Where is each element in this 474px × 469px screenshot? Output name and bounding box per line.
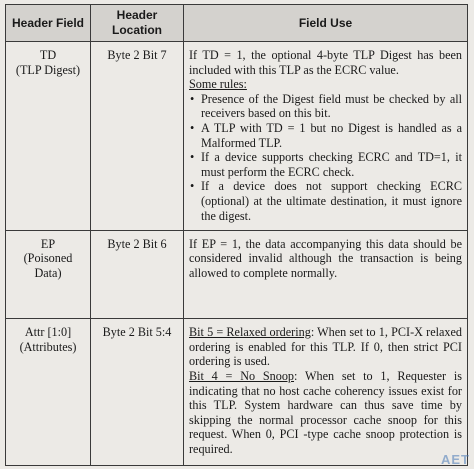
field-name-cell xyxy=(6,319,91,466)
rules-list xyxy=(189,92,462,223)
list-item: • If a device does not support checking ECRC (optional) at the ultimate destination, it must ignore the digest. xyxy=(201,179,462,223)
field-subname: (TLP Digest) xyxy=(15,62,81,77)
rules-label: Some rules: xyxy=(189,77,247,92)
list-item: • If a device supports checking ECRC and TD=1, it must perform the ECRC check. xyxy=(201,150,462,179)
col-header-field: Header Field xyxy=(6,5,91,42)
field-location: Byte 2 Bit 7 xyxy=(91,42,184,231)
field-location: Byte 2 Bit 6 xyxy=(91,230,184,318)
field-name: Attr [1:0] xyxy=(24,325,72,340)
field-name-cell xyxy=(6,230,91,318)
watermark-logo xyxy=(441,452,470,467)
field-use-intro: If TD = 1, the optional 4-byte TLP Digest has been included with this TLP as the ECRC value. xyxy=(189,48,462,77)
bit5-label: Bit 5 = Relaxed ordering xyxy=(189,325,311,340)
table-row-ep xyxy=(6,230,468,318)
field-use-cell xyxy=(184,319,468,466)
col-header-use: Field Use xyxy=(184,5,468,42)
table-row-td xyxy=(6,42,468,231)
field-subname: (Attributes) xyxy=(19,339,77,354)
bit5-description xyxy=(189,325,462,369)
field-use-text: If EP = 1, the data accompanying this data should be considered invalid although the transaction is being allowed to complete normally. xyxy=(184,230,468,318)
bit4-label: Bit 4 = No Snoop xyxy=(189,369,295,384)
field-location: Byte 2 Bit 5:4 xyxy=(91,319,184,466)
field-name-cell xyxy=(6,42,91,231)
field-subname: (Poisoned Data) xyxy=(23,251,73,281)
list-item: • Presence of the Digest field must be checked by all receivers based on this bit. xyxy=(201,92,462,121)
header-field-table xyxy=(5,4,468,466)
table-header-row xyxy=(6,5,468,42)
table-row-attr xyxy=(6,319,468,466)
field-name: EP xyxy=(40,236,56,251)
col-header-location: Header Location xyxy=(91,5,184,42)
bit4-text: : When set to 1, Requester is indicating that no host cache coherency issues exist for this TLP. System hardware can thus save time by skipping the normal processor cache snoop for this request. When 0, PCI -type cache snoop protection is required. xyxy=(189,369,462,457)
bit4-description xyxy=(189,369,462,457)
bit5-text: : When set to 1, PCI-X relaxed ordering is enabled for this TLP. If 0, then strict PCI ordering is used. xyxy=(189,325,462,369)
field-name: TD xyxy=(39,48,57,62)
list-item: • A TLP with TD = 1 but no Digest is handled as a Malformed TLP. xyxy=(201,121,462,150)
field-use-cell xyxy=(184,42,468,231)
watermark-text: AET xyxy=(441,452,470,467)
